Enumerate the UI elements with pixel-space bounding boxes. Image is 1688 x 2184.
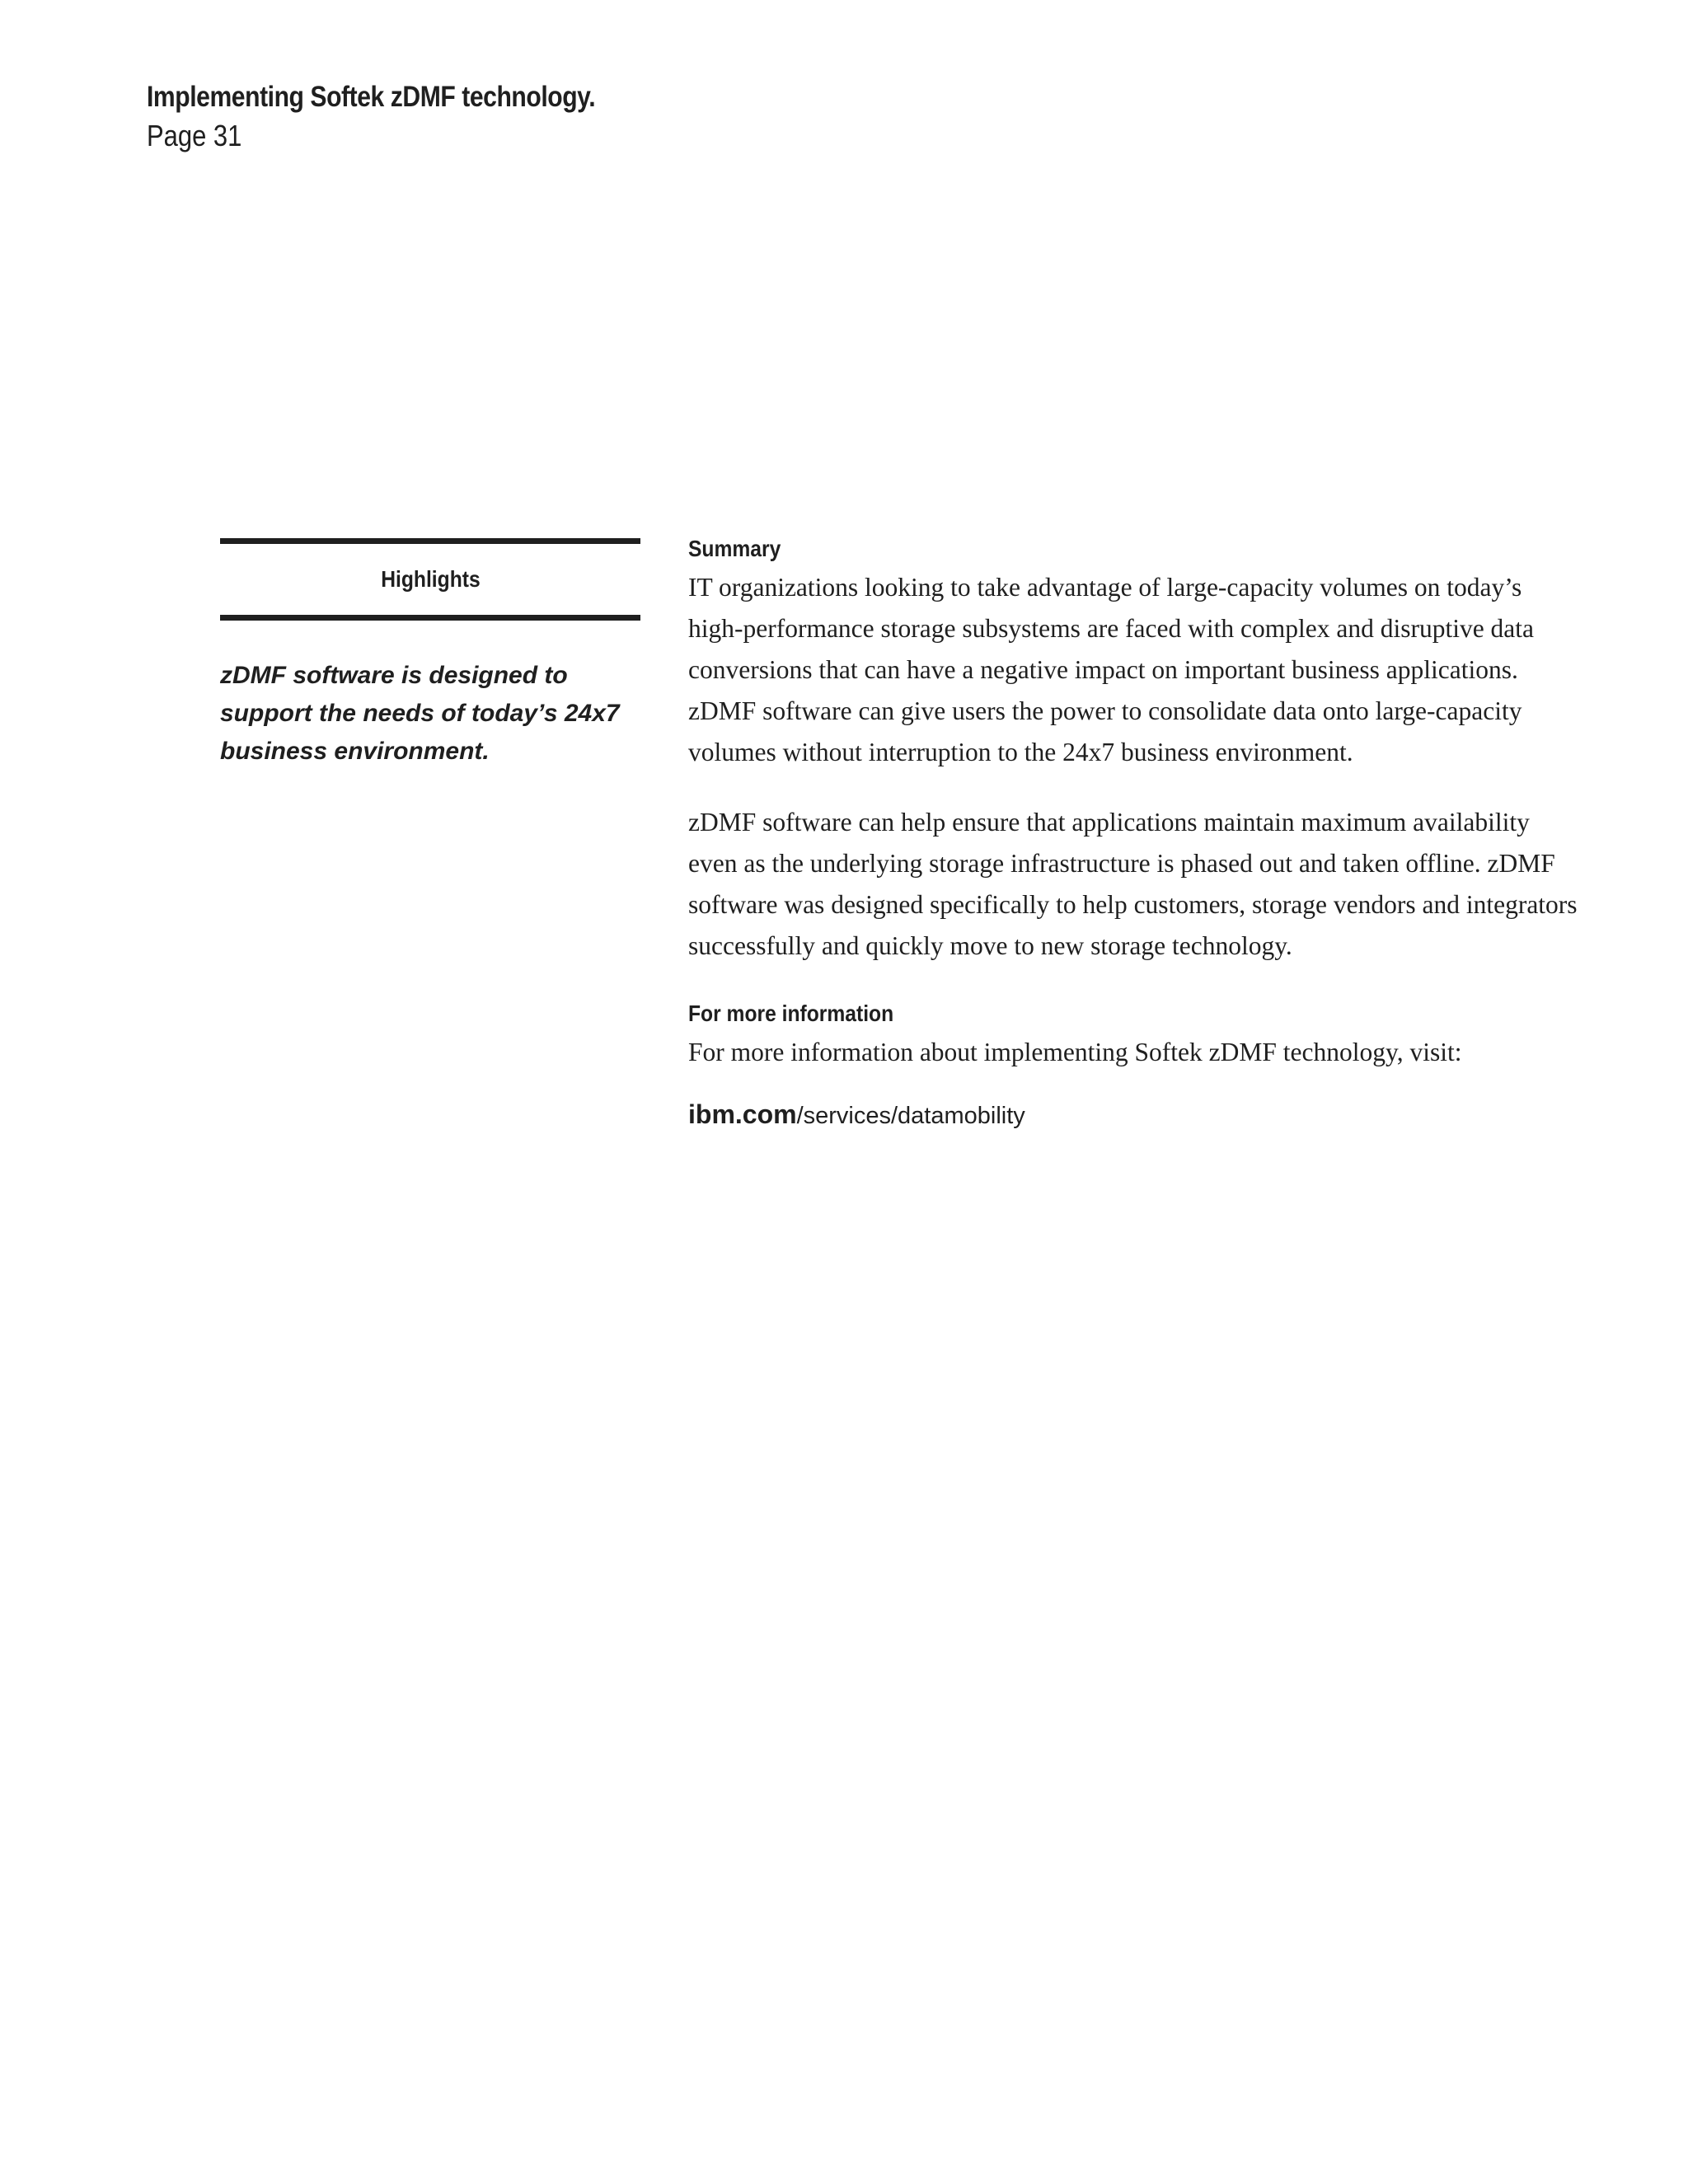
summary-heading: Summary <box>688 536 781 561</box>
more-info-link[interactable] <box>688 1098 1578 1132</box>
highlights-header-box <box>220 538 640 621</box>
highlights-label: Highlights <box>380 566 481 592</box>
link-path[interactable]: /services/datamobility <box>796 1103 1025 1129</box>
main-content <box>688 534 1578 1132</box>
page-number: Page 31 <box>147 119 242 152</box>
more-info-heading: For more information <box>688 1001 894 1026</box>
highlight-statement: zDMF software is designed to support the needs of today’s 24x7 business environment. <box>220 662 620 765</box>
document-title: Implementing Softek zDMF technology. <box>147 81 596 113</box>
summary-paragraph-1: IT organizations looking to take advantage of large-capacity volumes on today’s high-performance storage subsystems are faced with complex and disruptive data conversions that can have a negative impact on important business applications. zDMF software can give users the power to consolidate data onto large-capacity volumes without interruption to the 24x7 business environment. <box>688 573 1535 766</box>
link-domain[interactable]: ibm.com <box>688 1099 797 1129</box>
highlights-sidebar <box>220 538 640 771</box>
summary-paragraph-2: zDMF software can help ensure that applications maintain maximum availability even as the underlying storage infrastructure is phased out and taken offline. zDMF software was designed specifically to help customers, storage vendors and integrators successfully and quickly move to new storage technology. <box>688 808 1578 960</box>
more-info-text: For more information about implementing Softek zDMF technology, visit: <box>688 1038 1462 1066</box>
